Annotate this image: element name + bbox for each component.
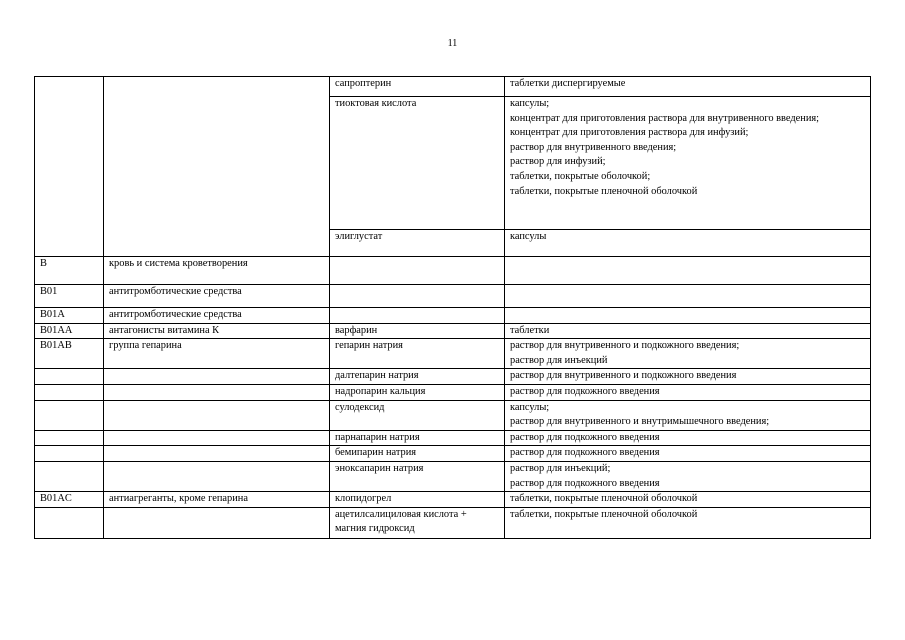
dosage-form-line: раствор для инъекций; — [510, 462, 611, 474]
dosage-form-line: таблетки, покрытые оболочкой; — [510, 170, 651, 182]
drug-name-cell: далтепарин натрия — [330, 369, 505, 385]
dosage-forms-cell — [505, 323, 871, 339]
atc-code-cell: B01AA — [35, 323, 104, 339]
dosage-form-line: раствор для инфузий; — [510, 156, 606, 168]
table-row — [35, 384, 871, 400]
dosage-form-line: таблетки, покрытые пленочной оболочкой — [510, 493, 698, 505]
table-row — [35, 308, 871, 324]
dosage-forms-cell — [505, 446, 871, 462]
atc-code-cell — [35, 461, 104, 491]
dosage-form-line: таблетки, покрытые пленочной оболочкой — [510, 508, 698, 520]
dosage-form-line: раствор для внутривенного и подкожного введения — [510, 370, 737, 382]
table-row — [35, 257, 871, 285]
drug-name-cell: сапроптерин — [330, 77, 505, 97]
anatomical-group-cell: антитромботические средства — [104, 308, 330, 324]
dosage-forms-cell — [505, 285, 871, 308]
dosage-forms-cell — [505, 77, 871, 97]
atc-code-cell: B — [35, 257, 104, 285]
table-row — [35, 446, 871, 462]
dosage-form-line: таблетки диспергируемые — [510, 78, 626, 89]
table-row — [35, 507, 871, 538]
atc-code-cell: B01 — [35, 285, 104, 308]
anatomical-group-cell: антитромботические средства — [104, 285, 330, 308]
dosage-form-line: таблетки, покрытые пленочной оболочкой — [510, 185, 698, 197]
dosage-forms-cell — [505, 257, 871, 285]
anatomical-group-cell — [104, 446, 330, 462]
dosage-forms-cell — [505, 97, 871, 230]
drug-name-cell: эноксапарин натрия — [330, 461, 505, 491]
drug-name-cell: варфарин — [330, 323, 505, 339]
table-row — [35, 77, 871, 97]
atc-code-cell — [35, 400, 104, 430]
anatomical-group-cell — [104, 507, 330, 538]
dosage-forms-cell — [505, 492, 871, 508]
table-row — [35, 369, 871, 385]
drug-name-cell: надропарин кальция — [330, 384, 505, 400]
atc-code-cell: B01AC — [35, 492, 104, 508]
anatomical-group-cell — [104, 430, 330, 446]
page-number: 11 — [447, 38, 458, 49]
dosage-forms-cell — [505, 507, 871, 538]
drug-name-cell: парнапарин натрия — [330, 430, 505, 446]
dosage-forms-cell — [505, 384, 871, 400]
table-row — [35, 492, 871, 508]
drug-classification-table — [34, 76, 871, 539]
dosage-forms-cell — [505, 339, 871, 369]
dosage-form-line: раствор для внутривенного и внутримышечного введения; — [510, 416, 770, 428]
dosage-forms-cell — [505, 308, 871, 324]
drug-name-cell: сулодексид — [330, 400, 505, 430]
table-row — [35, 285, 871, 308]
dosage-form-line: раствор для внутривенного введения; — [510, 141, 677, 153]
table-row — [35, 323, 871, 339]
atc-code-cell — [35, 446, 104, 462]
table-row — [35, 461, 871, 491]
drug-name-cell: бемипарин натрия — [330, 446, 505, 462]
atc-code-cell — [35, 77, 104, 257]
anatomical-group-cell — [104, 77, 330, 257]
dosage-forms-cell — [505, 461, 871, 491]
atc-code-cell — [35, 384, 104, 400]
atc-code-cell — [35, 507, 104, 538]
dosage-form-line: раствор для инъекций — [510, 354, 608, 366]
table-row — [35, 339, 871, 369]
dosage-forms-cell — [505, 400, 871, 430]
drug-name-cell: ацетилсалициловая кислота + магния гидроксид — [330, 507, 505, 538]
dosage-form-line: концентрат для приготовления раствора для инфузий; — [510, 127, 749, 139]
atc-code-cell — [35, 369, 104, 385]
table-row — [35, 430, 871, 446]
dosage-form-line: капсулы; — [510, 401, 550, 413]
dosage-form-line: капсулы — [510, 231, 547, 242]
dosage-form-line: концентрат для приготовления раствора для внутривенного введения; — [510, 112, 820, 124]
anatomical-group-cell — [104, 384, 330, 400]
drug-name-cell — [330, 308, 505, 324]
dosage-form-line: раствор для подкожного введения — [510, 431, 660, 443]
drug-name-cell: клопидогрел — [330, 492, 505, 508]
anatomical-group-cell: группа гепарина — [104, 339, 330, 369]
drug-name-cell — [330, 285, 505, 308]
anatomical-group-cell: антагонисты витамина К — [104, 323, 330, 339]
anatomical-group-cell — [104, 400, 330, 430]
dosage-form-line: раствор для подкожного введения — [510, 385, 660, 397]
atc-code-cell: B01A — [35, 308, 104, 324]
drug-name-cell — [330, 257, 505, 285]
drug-name-cell: тиоктовая кислота — [330, 97, 505, 230]
anatomical-group-cell: антиагреганты, кроме гепарина — [104, 492, 330, 508]
dosage-form-line: раствор для подкожного введения — [510, 447, 660, 459]
dosage-forms-cell — [505, 369, 871, 385]
dosage-forms-cell — [505, 230, 871, 257]
atc-code-cell — [35, 430, 104, 446]
dosage-form-line: раствор для внутривенного и подкожного введения; — [510, 340, 740, 352]
dosage-form-line: раствор для подкожного введения — [510, 477, 660, 489]
dosage-form-line: таблетки — [510, 324, 550, 336]
dosage-form-line: капсулы; — [510, 98, 550, 109]
dosage-forms-cell — [505, 430, 871, 446]
table-row — [35, 400, 871, 430]
atc-code-cell: B01AB — [35, 339, 104, 369]
drug-name-cell: элиглустат — [330, 230, 505, 257]
anatomical-group-cell: кровь и система кроветворения — [104, 257, 330, 285]
drug-name-cell: гепарин натрия — [330, 339, 505, 369]
anatomical-group-cell — [104, 369, 330, 385]
anatomical-group-cell — [104, 461, 330, 491]
